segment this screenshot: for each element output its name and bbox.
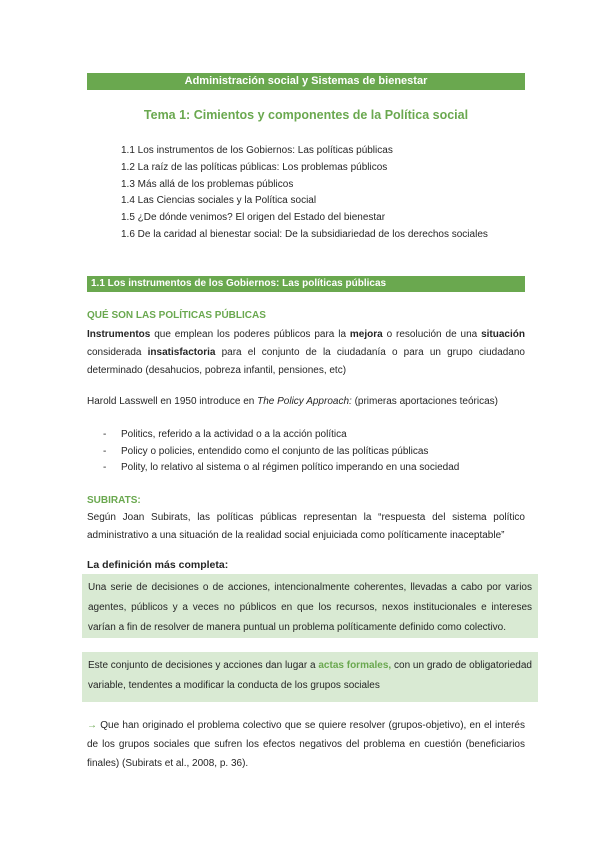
- course-title-bar: [87, 73, 525, 90]
- definition-term: situación: [481, 329, 525, 340]
- definition-paragraph: [87, 326, 525, 380]
- list-item-text: Polity, lo relativo al sistema o al régimen político imperando en una sociedad: [121, 462, 460, 473]
- definition-text: o resolución de una: [382, 329, 482, 340]
- formal-acts-text: con un grado de obligatoriedad variable, tendentes a modificar la conducta de los grupos sociales: [88, 660, 532, 691]
- list-item: - Politics, referido a la actividad o a la acción política: [103, 429, 347, 440]
- definition-term: mejora: [349, 329, 383, 340]
- definition-term: Instrumentos: [87, 329, 151, 340]
- toc-item[interactable]: 1.2 La raíz de las políticas públicas: Los problemas públicos: [121, 161, 388, 173]
- final-text: Que han originado el problema colectivo que se quiere resolver (grupos-objetivo), en el interés de los grupos sociales que sufren los efectos negativos del problema en cuestión (beneficiarios finales) (Subirats et al., 2008, p. 36).: [87, 720, 525, 769]
- definition-text: que emplean los poderes públicos para la: [150, 329, 350, 340]
- complete-definition-heading: La definición más completa:: [87, 559, 229, 571]
- lasswell-text: Harold Lasswell en 1950 introduce en: [87, 396, 258, 407]
- lasswell-paragraph: [87, 393, 525, 411]
- list-item: - Policy o policies, entendido como el conjunto de las políticas públicas: [103, 445, 429, 457]
- final-paragraph: [87, 716, 525, 773]
- toc-item[interactable]: 1.1 Los instrumentos de los Gobiernos: Las políticas públicas: [121, 145, 393, 156]
- section-heading-bar: [87, 276, 525, 292]
- table-of-contents: [121, 143, 488, 244]
- subheading-subirats: SUBIRATS:: [87, 495, 141, 506]
- formal-acts-highlight: actas formales,: [318, 660, 392, 671]
- subheading-what-are-policies: QUÉ SON LAS POLÍTICAS PÚBLICAS: [87, 310, 266, 321]
- definition-term: insatisfactoria: [147, 347, 216, 358]
- toc-item[interactable]: 1.3 Más allá de los problemas públicos: [121, 178, 294, 190]
- formal-acts-text: Este conjunto de decisiones y acciones dan lugar a: [88, 660, 319, 671]
- list-item-text: Policy o policies, entendido como el conjunto de las políticas públicas: [121, 445, 429, 457]
- arrow-icon: →: [87, 720, 97, 731]
- section-title: 1.1 Los instrumentos de los Gobiernos: Las políticas públicas: [91, 278, 387, 289]
- lasswell-text: (primeras aportaciones teóricas): [351, 396, 498, 407]
- formal-acts-box: [82, 652, 538, 702]
- toc-item[interactable]: 1.4 Las Ciencias sociales y la Política social: [121, 195, 317, 207]
- lasswell-book: The Policy Approach:: [257, 396, 352, 407]
- list-item-text: Politics, referido a la actividad o a la acción política: [121, 429, 347, 440]
- definition-box-text: Una serie de decisiones o de acciones, intencionalmente coherentes, llevadas a cabo por varios agentes, públicos y a veces no públicos en que los recursos, nexos institucionales e intereses varían a fin de resolver de manera puntual un problema políticamente definido como colectivo.: [88, 582, 532, 633]
- list-item: - Polity, lo relativo al sistema o al régimen político imperando en una sociedad: [103, 462, 460, 473]
- topic-title: Tema 1: Cimientos y componentes de la Política social: [143, 108, 469, 122]
- toc-item[interactable]: 1.6 De la caridad al bienestar social: De la subsidiariedad de los derechos sociales: [121, 228, 488, 240]
- definition-box: [82, 574, 538, 638]
- definition-text: para el conjunto de la ciudadanía o para un grupo ciudadano determinado (desahucios, pobreza infantil, pensiones, etc): [87, 347, 525, 376]
- definition-text: considerada: [87, 347, 148, 358]
- subirats-paragraph: Según Joan Subirats, las políticas públicas representan la “respuesta del sistema político administrativo a una situación de la realidad social enjuiciada como políticamente inaceptable”: [87, 512, 525, 541]
- toc-item[interactable]: 1.5 ¿De dónde venimos? El origen del Estado del bienestar: [121, 212, 386, 224]
- policy-terms-list: [103, 427, 459, 477]
- course-title: Administración social y Sistemas de bienestar: [184, 75, 428, 87]
